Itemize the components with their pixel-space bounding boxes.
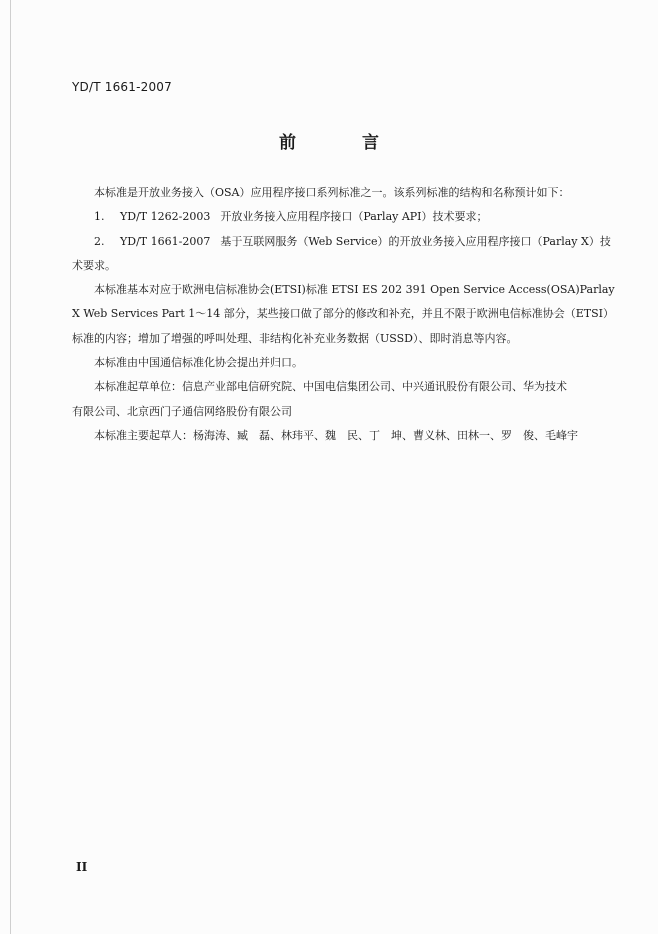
list-item-text: 开放业务接入应用程序接口（Parlay API）技术要求； — [220, 210, 488, 224]
proposer-paragraph: 本标准由中国通信标准化协会提出并归口。 — [94, 356, 303, 370]
page-number: II — [76, 860, 88, 874]
list-item — [72, 230, 611, 254]
list-item — [72, 205, 604, 229]
drafting-units-line: 有限公司、北京西门子通信网络股份有限公司 — [72, 404, 292, 418]
list-item-number: 2. — [94, 234, 105, 248]
drafters-paragraph: 本标准主要起草人：杨海涛、臧 磊、林玮平、魏 民、丁 坤、曹义林、田林一、罗 俊、毛峰宇 — [94, 428, 578, 442]
list-item-text: 基于互联网服务（Web Service）的开放业务接入应用程序接口（Parlay X）技 — [220, 234, 611, 248]
standard-code-header: YD/T 1661-2007 — [72, 80, 172, 94]
page-title: 前 言 — [279, 133, 409, 153]
intro-paragraph: 本标准是开放业务接入（OSA）应用程序接口系列标准之一。该系列标准的结构和名称预计如下： — [94, 186, 570, 199]
list-item-code: YD/T 1661-2007 — [120, 234, 211, 248]
correspondence-paragraph-line: X Web Services Part 1～14 部分，某些接口做了部分的修改和补充，并且不限于欧洲电信标准协会（ETSI） — [72, 307, 615, 321]
list-item-code: YD/T 1262-2003 — [120, 210, 211, 224]
document-body — [72, 181, 615, 448]
correspondence-paragraph-line: 本标准基本对应于欧洲电信标准协会(ETSI)标准 ETSI ES 202 391 Open Service Access(OSA)Parlay — [94, 283, 615, 297]
drafting-units-line: 本标准起草单位：信息产业部电信研究院、中国电信集团公司、中兴通讯股份有限公司、华为技术 — [94, 380, 567, 394]
list-item-number: 1. — [94, 210, 105, 224]
correspondence-paragraph-line: 标准的内容；增加了增强的呼叫处理、非结构化补充业务数据（USSD）、即时消息等内容。 — [72, 331, 518, 345]
list-item-continuation: 术要求。 — [72, 258, 116, 272]
